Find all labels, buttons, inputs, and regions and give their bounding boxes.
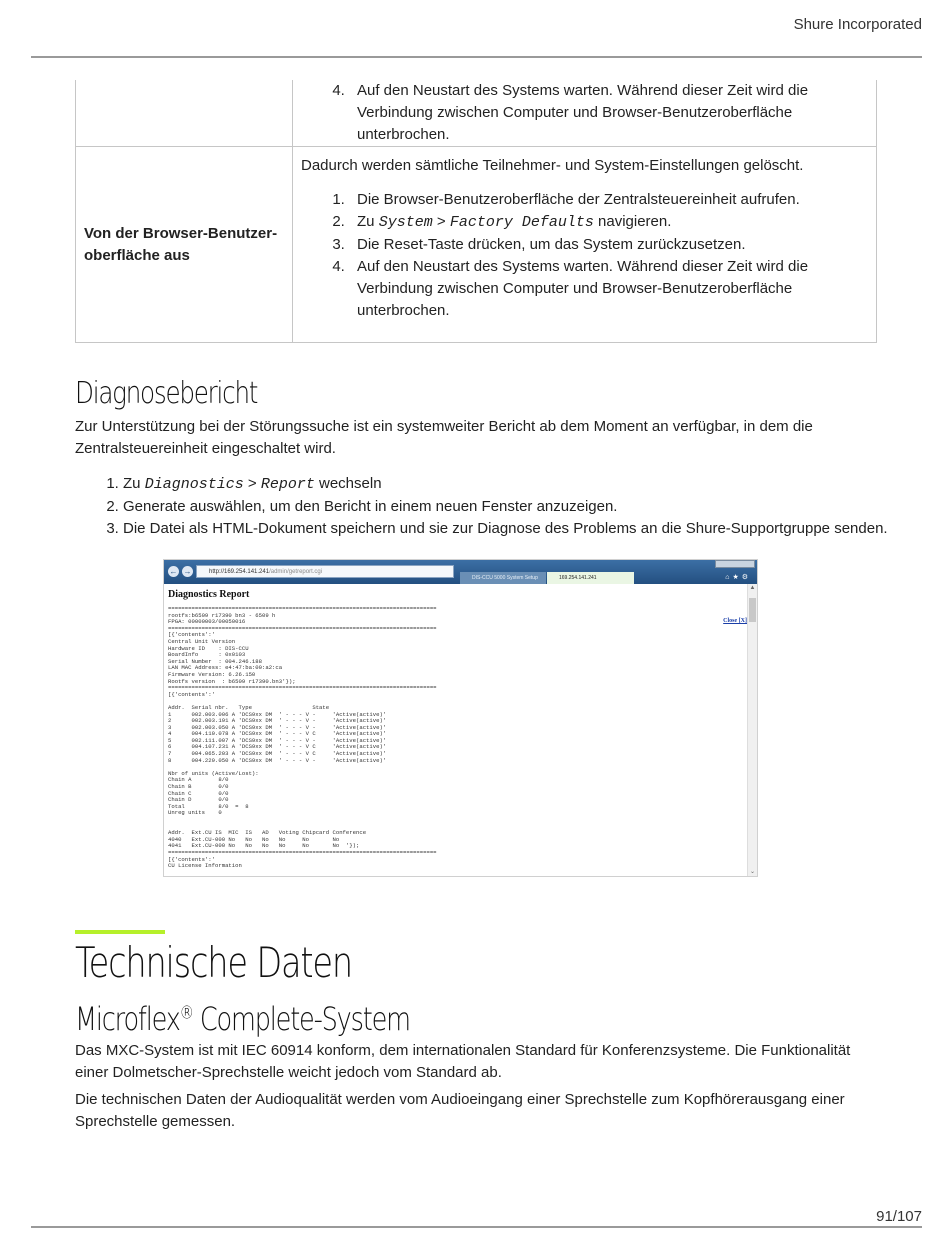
page-number: 91/107 — [876, 1208, 922, 1225]
cell-intro-text: Dadurch werden sämtliche Teilnehmer- und System-Einstellungen gelöscht. — [301, 157, 804, 174]
section-accent-bar — [75, 930, 165, 934]
window-controls — [715, 560, 755, 568]
url-host: http://169.254.141.241 — [209, 569, 270, 575]
table-row-content — [293, 147, 877, 343]
report-title: Diagnostics Report — [168, 589, 250, 600]
step-prefix: Zu — [357, 213, 379, 230]
scroll-thumb — [749, 598, 756, 622]
diagnostics-report-screenshot — [163, 559, 758, 877]
forward-icon: → — [183, 567, 192, 576]
list-item: 3. Die Datei als HTML-Dokument speichern und sie zur Diagnose des Problems an die Shure-Supportgruppe senden. — [123, 518, 943, 540]
close-link: Close [X] — [723, 618, 747, 624]
list-item: 3. Die Reset-Taste drücken, um das System zurückzusetzen. — [349, 234, 868, 256]
list-item — [349, 211, 868, 234]
section-title-diagnosebericht: Diagnosebericht — [75, 376, 258, 411]
subtitle-brand: Microflex — [75, 1000, 180, 1038]
diagnose-intro: Zur Unterstützung bei der Störungssuche ist ein systemweiter Bericht ab dem Moment an verfügbar, in dem die Zentralsteuereinheit eingeschaltet wird. — [75, 418, 813, 457]
header-divider — [31, 56, 922, 58]
address-bar — [196, 565, 454, 578]
subtitle-rest: Complete-System — [192, 1000, 410, 1038]
table-row-label: Von der Browser-Benutzeroberfläche aus — [76, 147, 293, 343]
path-separator: > — [432, 213, 450, 230]
registered-mark: ® — [179, 1002, 193, 1024]
step-list — [301, 80, 868, 146]
list-item — [123, 473, 943, 496]
footer-divider — [31, 1226, 922, 1228]
list-item: 4. Auf den Neustart des Systems warten. Während dieser Zeit wird die Verbindung zwischen Computer und Browser-Benutzeroberfläche unterbrochen. — [349, 80, 868, 146]
url-path: /admin/getreport.cgi — [269, 569, 323, 575]
table-row — [76, 147, 877, 343]
report-text: ================================================================================ rootfs:b6509 r17390 bn3 - 6509 h FPGA: 00000003/00050016 ================================================================================ [{'contents':' Central Unit Version Hardware ID : DIS-CCU BoardInfo : 0x0103 Serial Number : 004.246.188 LAN MAC Address: e4:47:ba:00:a2:ca Firmware Version: 6.26.150 Rootfs version : b6509 r17390.bn3'}); ================================================================================ [{'contents':' Addr. Serial nbr. Type State 1 002.003.006 A 'DCS9xx DM ' - - - V - 'Active(active)' 2 002.003.191 A 'DCS9xx DM ' - - - V - 'Active(active)' 3 002.003.050 A 'DCS9xx DM ' - - - V - 'Active(active)' 4 004.110.078 A 'DCS9xx DM ' - - - V C 'Active(active)' 5 002.111.007 A 'DCS9xx DM ' - - - V - 'Active(active)' 6 004.107.231 A 'DCS9xx DM ' - - - V C 'Active(active)' 7 004.065.203 A 'DCS9xx DM ' - - - V C 'Active(active)' 8 004.229.050 A 'DCS9xx DM ' - - - V - 'Active(active)' Nbr of units (Active/Lost): Chain A 8/0 Chain B 0/0 Chain C 0/0 Chain D 0/0 Total 8/0 = 8 Unreg units 0 Addr. Ext.CU IS MIC IS AD Voting Chipcard Conference 4040 Ext.CU-000 No No No No No No 4041 Ext.CU-000 No No No No No No '}); ================================================================================ [{'contents':' CU License Information — [168, 605, 437, 870]
browser-tab-report: 169.254.141.241 — [547, 572, 634, 584]
back-icon: ← — [169, 567, 178, 576]
scroll-up-icon: ▲ — [749, 585, 756, 591]
scroll-down-icon: ⌄ — [749, 869, 756, 875]
technische-paragraph-1: Das MXC-System ist mit IEC 60914 konform, dem internationalen Standard für Konferenzsysteme. Die Funktionalität einer Dolmetscher-Sprechstelle weicht jedoch vom Standard ab. — [75, 1042, 851, 1081]
menu-path-factory-defaults: Factory Defaults — [449, 214, 594, 231]
step-list — [301, 189, 868, 322]
home-star-gear-icons: ⌂★⚙ — [725, 574, 751, 581]
menu-path-diagnostics: Diagnostics — [144, 476, 244, 493]
browser-titlebar — [164, 560, 757, 584]
step-prefix: Zu — [123, 475, 145, 492]
section-title-technische-daten: Technische Daten — [75, 938, 352, 987]
report-content — [164, 584, 747, 876]
list-item: 4. Auf den Neustart des Systems warten. Während dieser Zeit wird die Verbindung zwischen Computer und Browser-Benutzeroberfläche unterbrochen. — [349, 256, 868, 322]
reset-procedure-table — [75, 80, 877, 343]
menu-path-system: System — [378, 214, 433, 231]
menu-path-report: Report — [260, 476, 315, 493]
header-company-name: Shure Incorporated — [793, 16, 922, 33]
table-row — [76, 80, 877, 147]
step-suffix: navigieren. — [593, 213, 672, 230]
list-item: 1. Die Browser-Benutzeroberfläche der Zentralsteuereinheit aufrufen. — [349, 189, 868, 211]
table-row-content — [293, 80, 877, 147]
technische-paragraph-2: Die technischen Daten der Audioqualität werden vom Audioeingang einer Sprechstelle zum Kopfhörerausgang einer Sprechstelle gemessen. — [75, 1091, 845, 1130]
browser-tab-setup: DIS-CCU 5000 System Setup — [460, 572, 546, 584]
report-scrollbar — [747, 584, 757, 876]
subsection-title-microflex — [75, 1000, 410, 1038]
step-suffix: wechseln — [314, 475, 382, 492]
path-separator: > — [243, 475, 261, 492]
diagnose-step-list — [75, 473, 943, 540]
table-row-label — [76, 80, 293, 147]
list-item: 2. Generate auswählen, um den Bericht in einem neuen Fenster anzuzeigen. — [123, 496, 943, 518]
